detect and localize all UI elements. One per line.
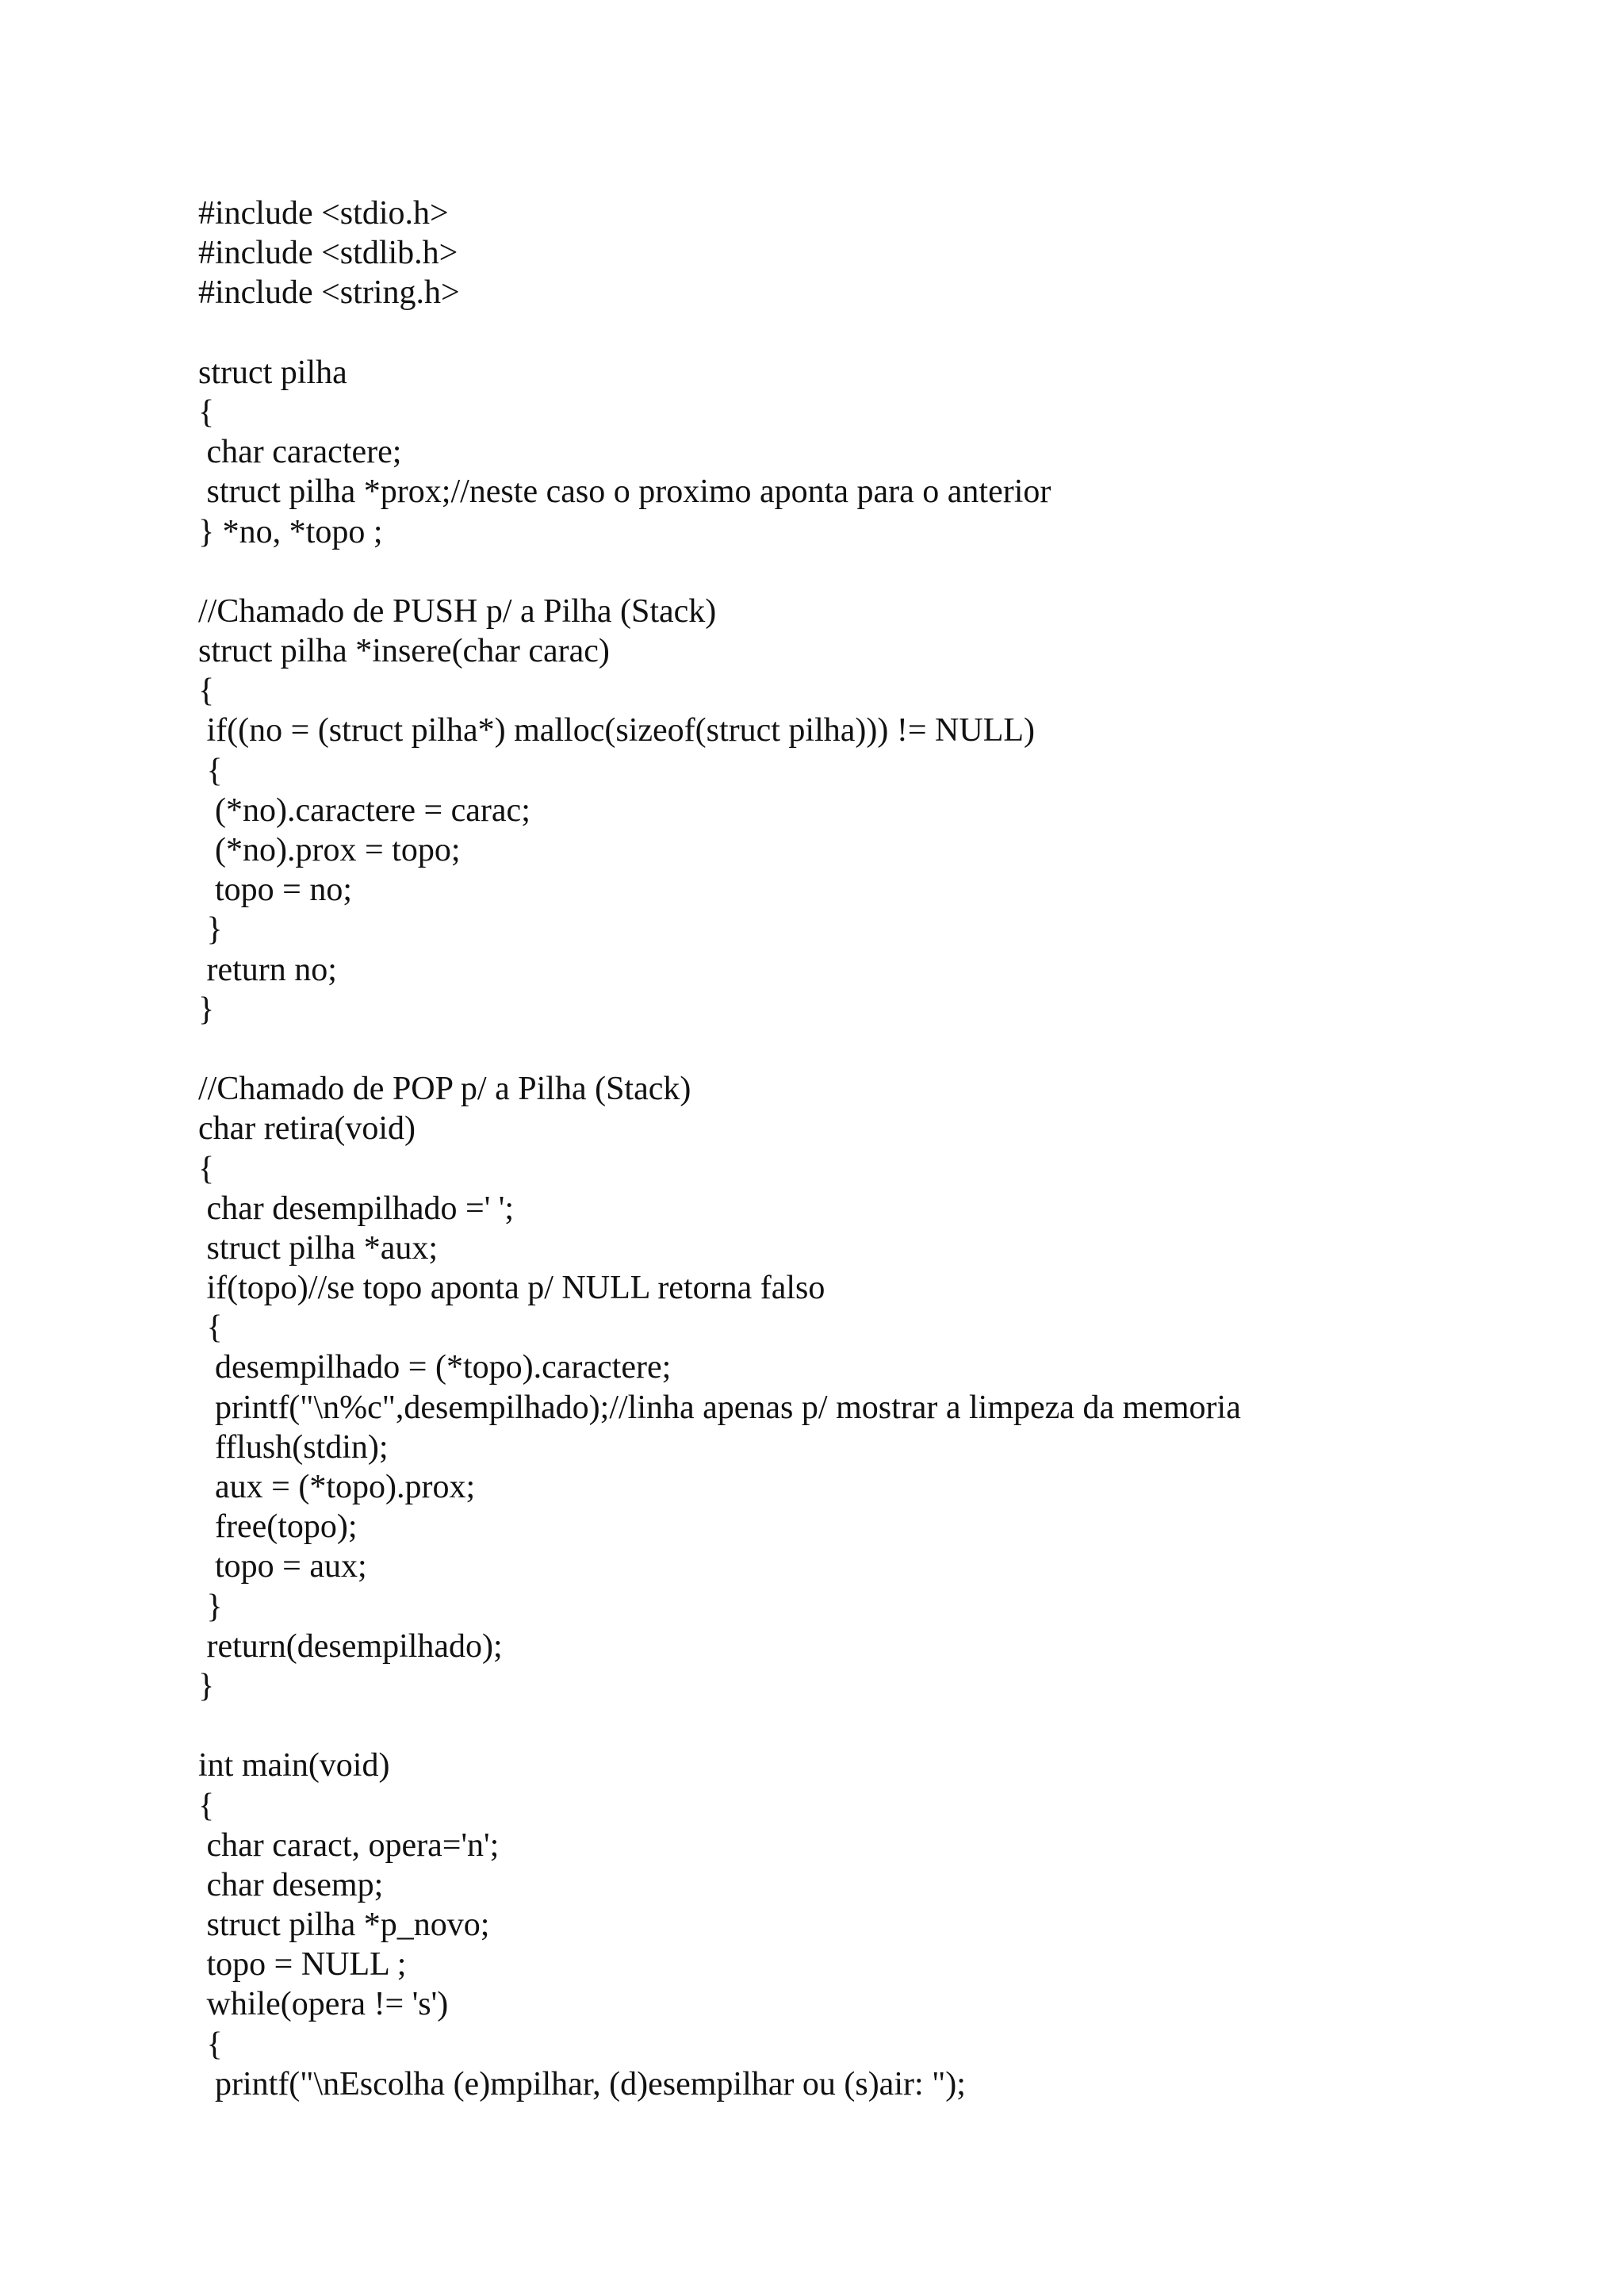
code-line: topo = aux; [198, 1548, 367, 1585]
code-line: char caract, opera='n'; [198, 1826, 500, 1864]
code-line: { [198, 1309, 223, 1347]
code-line: char desempilhado =' '; [198, 1190, 515, 1227]
code-line: char caractere; [198, 434, 402, 471]
code-line: char desemp; [198, 1866, 384, 1903]
code-line: if(topo)//se topo aponta p/ NULL retorna falso [198, 1270, 825, 1307]
code-line: //Chamado de POP p/ a Pilha (Stack) [198, 1071, 691, 1108]
code-listing [198, 194, 1586, 2104]
code-line: { [198, 752, 223, 789]
code-line: #include <string.h> [198, 274, 460, 312]
code-line: } [198, 991, 215, 1028]
code-line: struct pilha *p_novo; [198, 1907, 490, 1944]
code-line: struct pilha *prox;//neste caso o proximo aponta para o anterior [198, 473, 1051, 511]
code-line: #include <stdio.h> [198, 195, 449, 232]
code-line: } [198, 1588, 223, 1625]
code-line: if((no = (struct pilha*) malloc(sizeof(struct pilha))) != NULL) [198, 712, 1036, 749]
code-line: { [198, 1787, 215, 1824]
code-line: desempilhado = (*topo).caractere; [198, 1349, 672, 1386]
code-line: (*no).prox = topo; [198, 832, 461, 868]
code-line: (*no).caractere = carac; [198, 792, 530, 829]
code-line: printf("\nEscolha (e)mpilhar, (d)esempilhar ou (s)air: "); [198, 2065, 966, 2102]
code-line: free(topo); [198, 1508, 358, 1546]
code-line: struct pilha *aux; [198, 1229, 439, 1267]
code-line: struct pilha [198, 354, 347, 391]
code-line: { [198, 2026, 223, 2063]
code-line: //Chamado de PUSH p/ a Pilha (Stack) [198, 592, 717, 630]
code-line: } [198, 1667, 215, 1704]
code-line: char retira(void) [198, 1110, 416, 1148]
code-line [198, 1706, 1586, 1746]
code-line: int main(void) [198, 1747, 390, 1784]
code-line: topo = no; [198, 872, 353, 909]
code-line: while(opera != 's') [198, 1986, 449, 2023]
code-line [198, 1029, 1586, 1069]
code-line: return(desempilhado); [198, 1627, 503, 1665]
code-line: #include <stdlib.h> [198, 235, 458, 272]
code-line: printf("\n%c",desempilhado);//linha apenas p/ mostrar a limpeza da memoria [198, 1389, 1241, 1426]
code-line: } [198, 911, 223, 949]
code-line: topo = NULL ; [198, 1946, 407, 1984]
code-line: { [198, 673, 215, 710]
code-line: { [198, 393, 215, 431]
code-line [198, 552, 1586, 592]
code-line: { [198, 1150, 215, 1187]
code-line: return no; [198, 951, 337, 988]
code-line: } *no, *topo ; [198, 513, 383, 550]
code-line: fflush(stdin); [198, 1428, 389, 1466]
code-line: struct pilha *insere(char carac) [198, 633, 610, 670]
code-line [198, 313, 1586, 353]
code-line: aux = (*topo).prox; [198, 1469, 476, 1505]
